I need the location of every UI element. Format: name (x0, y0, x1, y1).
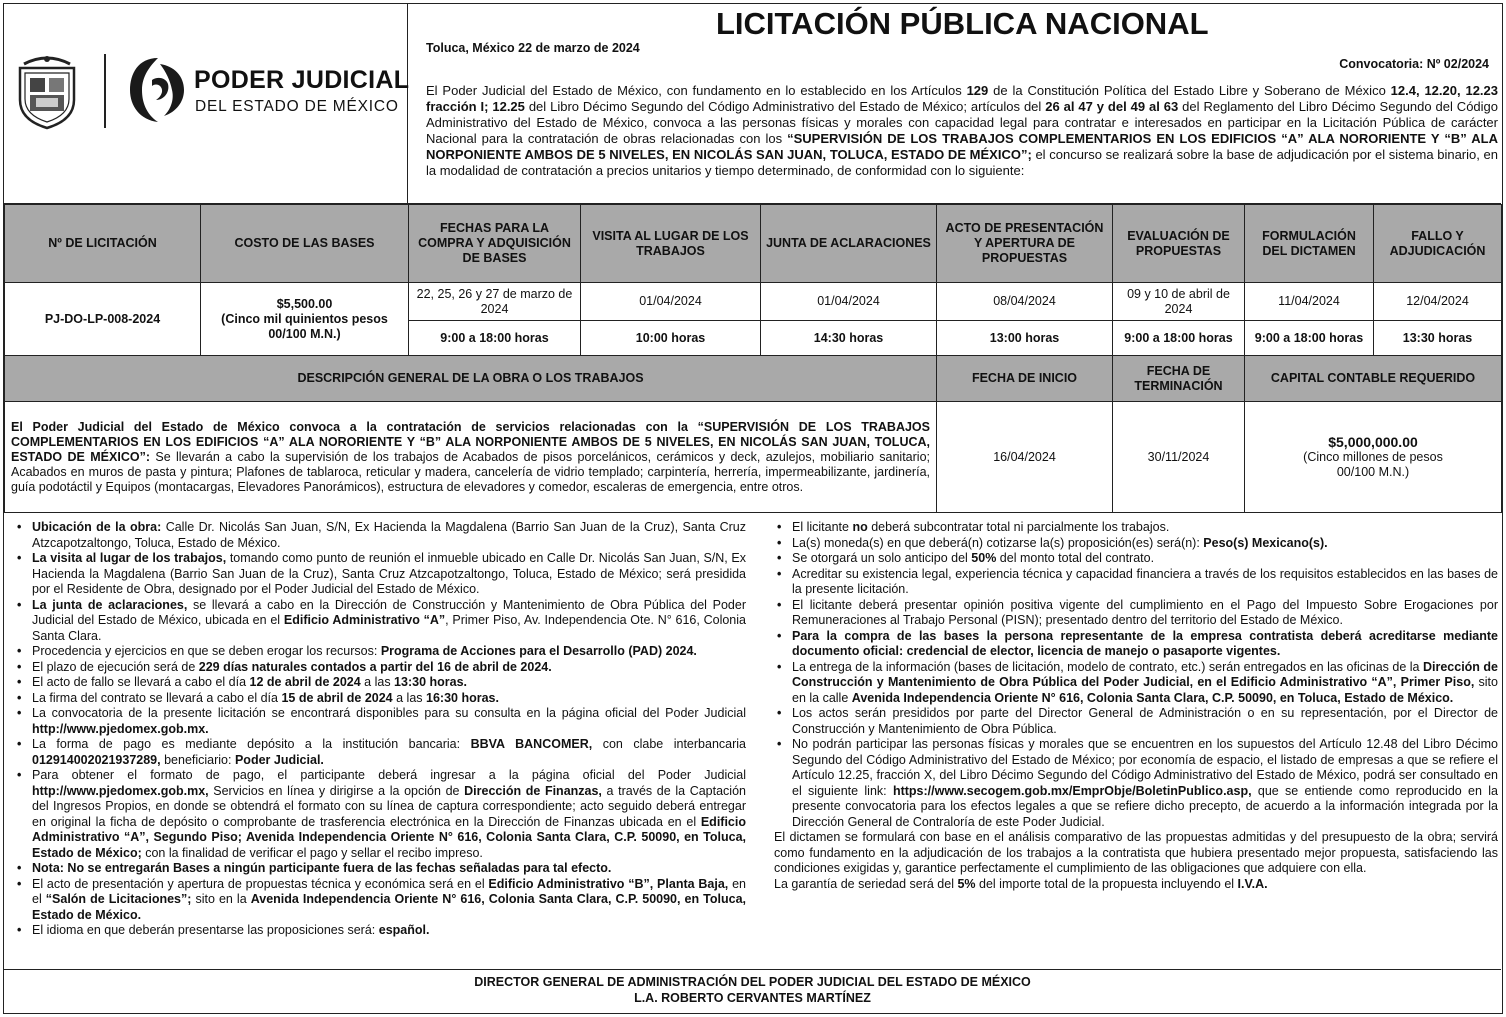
text-run: Edificio Administrativo “B”, Planta Baja, (488, 876, 729, 891)
text-run: Acreditar su existencia legal, experiencia técnica y capacidad financiera a través de los requisitos establecidos en las bases de la presente licitación. (792, 566, 1498, 596)
text-run: 5% (957, 876, 976, 891)
list-item (774, 598, 1498, 629)
logo-area (4, 4, 408, 204)
descripcion-text: Se llevarán a cabo la supervisión de los trabajos de Acabados de pisos porcelánicos, cerámicos y deck, azulejos, mobiliario sanitario; Acabados en muros de pasta y pintura; Plafones de tablaroca, reticular y madera, cancelería de vidrio templado; carpintería, herrería, impermeabilizante, jardinería, guía podotáctil y Equipos (montacargas, Elevadores Panorámicos), estructura de elevadores y comedor, escaleras de emergencia, entre otros. (11, 449, 930, 494)
text-run: Para obtener el formato de pago, el participante deberá ingresar a la página oficial del Poder Judicial (32, 768, 746, 782)
text-run: 129 (966, 83, 989, 98)
list-item (14, 598, 746, 645)
cell-fallo-time: 13:30 horas (1374, 321, 1502, 356)
signature-block (4, 974, 1501, 1006)
text-run: sito en la (191, 892, 251, 906)
list-item (14, 675, 746, 691)
cell-costo (201, 283, 409, 356)
state-seal-icon (14, 54, 80, 130)
text-run: La firma del contrato se llevará a cabo el día (32, 690, 282, 705)
cell-junta-date: 01/04/2024 (761, 283, 937, 321)
cell-acto-time: 13:00 horas (937, 321, 1113, 356)
text-run: I.V.A. (1237, 876, 1268, 891)
text-run: La junta de aclaraciones, (32, 597, 188, 612)
text-run: deberá subcontratar total ni parcialmente los trabajos. (867, 520, 1170, 534)
list-item (14, 923, 746, 939)
text-run: La(s) moneda(s) en que deberá(n) cotizarse la(s) proposición(es) será(n): (792, 535, 1204, 550)
paragraph (774, 830, 1498, 877)
capital-amount: $5,000,000.00 (1328, 433, 1418, 450)
list-item (14, 551, 746, 598)
list-item (774, 551, 1498, 567)
signature-name: L.A. ROBERTO CERVANTES MARTÍNEZ (634, 991, 871, 1005)
list-item (774, 536, 1498, 552)
conditions-right-list (774, 520, 1498, 830)
list-item (774, 629, 1498, 660)
text-run: Servicios en línea y dirigirse a la opción de (208, 783, 465, 798)
text-run: No podrán participar las personas físicas y morales que se encuentren en los supuestos del Artículo 12.48 del Libro Décimo Segundo del Código Administrativo del Estado de México; por economía de espacio, el listado de empresas a que se refiere el Artículo 12.25, fracción X, del Libro Décimo Segundo del Código Administrativo del Estado de México, podrá ser consultado en el siguiente link: (792, 737, 1498, 798)
text-run: del Reglamento del Libro Décimo Segundo del Código Administrativo del Estado de México, convoca a las personas físicas y morales con capacidad legal para contratar e interesados en participar en la Licitación Pública de carácter Nacional para la contratación de obras relacionadas con los (426, 99, 1499, 146)
text-run: el concurso se realizará sobre la base de adjudicación por el sistema binario, en la modalidad de contratación a precios unitarios y tiempo determinado, de conformidad con lo siguiente: (426, 147, 1499, 178)
text-run: Calle Dr. Nicolás San Juan, S/N, Ex Hacienda la Magdalena (Barrio San Juan de la Cruz), Santa Cruz Atzcapotzaltongo, Toluca, Estado de México. (32, 520, 746, 550)
header-capital: CAPITAL CONTABLE REQUERIDO (1245, 356, 1502, 402)
header-fechas: FECHAS PARA LA COMPRA Y ADQUISICIÓN DE BASES (409, 205, 581, 283)
text-run: El acto de fallo se llevará a cabo el día (32, 675, 250, 689)
conditions-left-list (14, 520, 746, 939)
page-title: LICITACIÓN PÚBLICA NACIONAL (716, 6, 1209, 41)
judicial-logo-icon (128, 54, 188, 126)
text-run: “Salón de Licitaciones”; (45, 892, 192, 906)
intro-paragraph (426, 83, 1498, 179)
header-formulacion: FORMULACIÓN DEL DICTAMEN (1245, 205, 1374, 283)
text-run: Para la compra de las bases la persona representante de la empresa contratista deberá acreditarse mediante documento oficial: credencial de elector, licencia de manejo o pasaporte vigentes. (792, 628, 1498, 658)
text-run: a las (360, 675, 395, 689)
cell-capital (1245, 402, 1502, 513)
text-run: 12 de abril de 2024 (249, 675, 361, 689)
text-run: Ubicación de la obra: (32, 520, 162, 534)
cell-junta-time: 14:30 horas (761, 321, 937, 356)
cell-fallo-date: 12/04/2024 (1374, 283, 1502, 321)
text-run: El dictamen se formulará con base en el análisis comparativo de las propuestas admitidas y del presupuesto de la obra; servirá como fundamento en la adjudicación de los trabajos a la contratista que hubiera presentado mejor propuesta, satisfaciendo las condiciones exigidas y, garantice perfectamente el cumplimiento de las obligaciones que adquiere con ella. (774, 830, 1498, 875)
list-item (774, 567, 1498, 598)
list-item (14, 737, 746, 768)
text-run: La visita al lugar de los trabajos, (32, 551, 227, 565)
text-run: con la finalidad de verificar el pago y sellar el recibo impreso. (141, 845, 483, 860)
text-run: Procedencia y ejercicios en que se deben erogar los recursos: (32, 644, 381, 658)
costo-amount: $5,500.00 (276, 296, 333, 311)
text-run: El licitante deberá presentar opinión positiva vigente del cumplimiento en el Pago del Impuesto Sobre Erogaciones por Remuneraciones al Trabajo Personal (PISN); presentado dentro del territorio del Estado de México. (792, 597, 1498, 627)
header-descripcion: DESCRIPCIÓN GENERAL DE LA OBRA O LOS TRABAJOS (5, 356, 937, 402)
cell-fechas-time: 9:00 a 18:00 horas (409, 321, 581, 356)
text-run: Dirección de Construcción y Mantenimiento de Obra Pública del Poder Judicial, en el Edificio Administrativo “A”, Primer Piso, (792, 659, 1498, 689)
org-subtitle: DEL ESTADO DE MÉXICO (195, 98, 399, 115)
text-run: El idioma en que deberán presentarse las proposiciones será: (32, 923, 379, 937)
cell-visita-date: 01/04/2024 (581, 283, 761, 321)
header-acto: ACTO DE PRESENTACIÓN Y APERTURA DE PROPUESTAS (937, 205, 1113, 283)
cell-acto-date: 08/04/2024 (937, 283, 1113, 321)
text-run: http://www.pjedomex.gob.mx. (32, 721, 209, 736)
licitacion-table (4, 204, 1502, 513)
text-run: Dirección de Finanzas, (464, 783, 602, 798)
list-item (14, 644, 746, 660)
text-run: La forma de pago es mediante depósito a la institución bancaria: (32, 737, 471, 751)
convocatoria-number: Convocatoria: Nº 02/2024 (1339, 57, 1489, 71)
text-run: que se entiende como reproducido en la presente convocatoria para los efectos legales a que se refiere dicho precepto, de acuerdo a la información integrada por la Dirección General de Contraloría de este Poder Judicial. (792, 783, 1498, 829)
text-run: tomando como punto de reunión el inmueble ubicado en Calle Dr. Nicolás San Juan, S/N, Ex Hacienda la Magdalena (Barrio San Juan de la Cruz), Santa Cruz Atzcapotzaltongo, Toluca, Estado de México; será presidida por el Residente de Obra, designado por el Poder Judicial del Estado de México. (32, 551, 746, 596)
text-run: Los actos serán presididos por parte del Director General de Administración o en su representación, por el Director de Construcción y Mantenimiento de Obra Pública. (792, 706, 1498, 736)
place-date: Toluca, México 22 de marzo de 2024 (426, 41, 640, 55)
text-run: 15 de abril de 2024 (281, 690, 393, 705)
list-item (14, 660, 746, 676)
text-run: del monto total del contrato. (996, 551, 1155, 565)
list-item (14, 520, 746, 551)
list-item (774, 520, 1498, 536)
paragraph (774, 877, 1498, 893)
text-run: Poder Judicial. (234, 752, 324, 767)
text-run: a las (392, 690, 426, 705)
text-run: 012914002021937289, (32, 752, 161, 767)
text-run: , Primer Piso, Av. Independencia Ote. N° 616, Colonia Santa Clara. (32, 613, 746, 643)
text-run: BBVA BANCOMER, (470, 737, 593, 751)
text-run: 16:30 horas. (426, 690, 499, 705)
list-item (774, 660, 1498, 707)
text-run: en el (32, 876, 746, 906)
text-run: https://www.secogem.gob.mx/EmprObje/BoletinPublico.asp, (892, 783, 1252, 798)
header-fallo: FALLO Y ADJUDICACIÓN (1374, 205, 1502, 283)
text-run: El licitante (792, 520, 853, 534)
text-run: no (852, 520, 868, 534)
text-run: La entrega de la información (bases de licitación, modelo de contrato, etc.) serán entregados en las oficinas de la (792, 659, 1423, 674)
text-run: Peso(s) Mexicano(s). (1203, 535, 1328, 550)
cell-visita-time: 10:00 horas (581, 321, 761, 356)
text-run: sito en la calle (792, 675, 1498, 705)
text-run: Nota: No se entregarán Bases a ningún participante fuera de las fechas señaladas para tal efecto. (32, 861, 612, 875)
org-name: PODER JUDICIAL (194, 66, 410, 94)
text-run: 50% (971, 551, 997, 565)
text-run: del importe total de la propuesta incluyendo el (975, 876, 1238, 891)
header-terminacion: FECHA DE TERMINACIÓN (1113, 356, 1245, 402)
costo-words: (Cinco mil quinientos pesos 00/100 M.N.) (221, 311, 388, 341)
descripcion-bold: El Poder Judicial del Estado de México convoca a la contratación de servicios relacionadas con la “SUPERVISIÓN DE LOS TRABAJOS COMPLEMENTARIOS EN LOS EDIFICIOS “A” ALA NORORIENTE Y “B” ALA NORPONIENTE AMBOS DE 5 NIVELES, EN NICOLÁS SAN JUAN, TOLUCA, ESTADO DE MÉXICO”: (11, 419, 930, 464)
text-run: a través de la Captación del Ingresos Propios, en donde se obtendrá el formato con su línea de captura correspondiente; acto seguido deberá entregar en original la ficha de depósito o comprobante de trasferencia electrónica en la Dirección de Finanzas ubicada en el (32, 783, 746, 829)
list-item (774, 737, 1498, 830)
text-run: La garantía de seriedad será del (774, 876, 958, 891)
capital-words: (Cinco millones de pesos 00/100 M.N.) (1303, 449, 1443, 479)
conditions-left-column (14, 520, 746, 939)
text-run: Programa de Acciones para el Desarrollo (PAD) 2024. (380, 644, 697, 658)
header-junta: JUNTA DE ACLARACIONES (761, 205, 937, 283)
text-run: Edificio Administrativo “A”, Segundo Piso; Avenida Independencia Oriente N° 616, Colonia Santa Clara, C.P. 50090, en Toluca, Estado de México; (32, 814, 746, 860)
cell-evaluacion-time: 9:00 a 18:00 horas (1113, 321, 1245, 356)
list-item (14, 861, 746, 877)
text-run: La convocatoria de la presente licitación se encontrará disponibles para su consulta en la página oficial del Poder Judicial (32, 706, 746, 720)
text-run: 12.4, 12.20, 12.23 fracción I; 12.25 (426, 83, 1498, 114)
cell-evaluacion-date: 09 y 10 de abril de 2024 (1113, 283, 1245, 321)
text-run: Edificio Administrativo “A” (283, 613, 446, 627)
text-run: Se otorgará un solo anticipo del (792, 551, 972, 565)
cell-formulacion-time: 9:00 a 18:00 horas (1245, 321, 1374, 356)
logo-divider (104, 54, 106, 128)
header-evaluacion: EVALUACIÓN DE PROPUESTAS (1113, 205, 1245, 283)
list-item (14, 706, 746, 737)
text-run: se llevará a cabo en la Dirección de Construcción y Mantenimiento de Obra Pública del Poder Judicial del Estado de México, ubicada en el (32, 597, 747, 627)
list-item (14, 768, 746, 861)
text-run: español. (378, 923, 430, 937)
text-run: http://www.pjedomex.gob.mx, (32, 783, 209, 798)
text-run: con clabe interbancaria (592, 737, 746, 751)
conditions-right-column (774, 520, 1498, 892)
header-text-area (408, 4, 1501, 204)
text-run: Avenida Independencia Oriente N° 616, Colonia Santa Clara, C.P. 50090, en Toluca, Estado de México. (32, 892, 746, 922)
list-item (774, 706, 1498, 737)
signature-title: DIRECTOR GENERAL DE ADMINISTRACIÓN DEL PODER JUDICIAL DEL ESTADO DE MÉXICO (474, 975, 1031, 989)
text-run: El acto de presentación y apertura de propuestas técnica y económica será en el (32, 876, 489, 891)
list-item (14, 877, 746, 924)
text-run: 13:30 horas. (394, 675, 468, 689)
cell-fechas-date: 22, 25, 26 y 27 de marzo de 2024 (409, 283, 581, 321)
cell-descripcion (5, 402, 937, 513)
text-run: 26 al 47 y del 49 al 63 (1045, 99, 1179, 114)
list-item (14, 691, 746, 707)
notice-page (3, 3, 1503, 1014)
header-inicio: FECHA DE INICIO (937, 356, 1113, 402)
cell-terminacion: 30/11/2024 (1113, 402, 1245, 513)
conditions-right-paragraphs (774, 830, 1498, 892)
header-visita: VISITA AL LUGAR DE LOS TRABAJOS (581, 205, 761, 283)
cell-inicio: 16/04/2024 (937, 402, 1113, 513)
text-run: 229 días naturales contados a partir del 16 de abril de 2024. (198, 659, 552, 674)
text-run: “SUPERVISIÓN DE LOS TRABAJOS COMPLEMENTARIOS EN LOS EDIFICIOS “A” ALA NORORIENTE Y “B” ALA NORPONIENTE AMBOS DE 5 NIVELES, EN NICOLÁS SAN JUAN, TOLUCA, ESTADO DE MÉXICO”; (426, 131, 1499, 162)
text-run: El Poder Judicial del Estado de México, con fundamento en lo establecido en los Artículos (426, 83, 967, 98)
cell-licitacion: PJ-DO-LP-008-2024 (5, 283, 201, 356)
text-run: de la Constitución Política del Estado Libre y Soberano de México (988, 83, 1391, 98)
text-run: Avenida Independencia Oriente N° 616, Colonia Santa Clara, C.P. 50090, en Toluca, Estado de México. (851, 690, 1454, 705)
text-run: del Libro Décimo Segundo del Código Administrativo del Estado de México; artículos del (524, 99, 1046, 114)
conditions-section (4, 515, 1501, 970)
text-run: beneficiario: (160, 752, 235, 767)
cell-formulacion-date: 11/04/2024 (1245, 283, 1374, 321)
header-licitacion: Nº DE LICITACIÓN (5, 205, 201, 283)
header-costo: COSTO DE LAS BASES (201, 205, 409, 283)
header (4, 4, 1501, 204)
text-run: El plazo de ejecución será de (32, 659, 199, 674)
